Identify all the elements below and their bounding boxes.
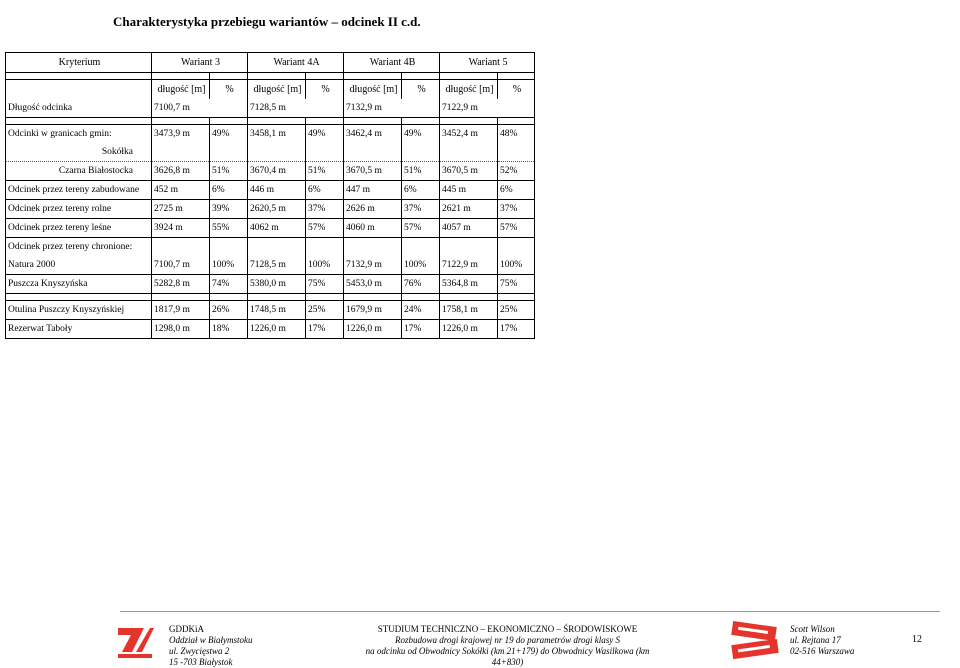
header-wariant-3: Wariant 3 xyxy=(152,53,248,73)
footer-study xyxy=(350,624,665,668)
cell: 7132,9 m xyxy=(344,99,440,118)
cell: 5453,0 m xyxy=(344,275,402,294)
cell: 100% xyxy=(210,256,248,275)
cell: 48% xyxy=(498,125,535,144)
cell: 49% xyxy=(402,125,440,144)
row-label: Odcinek przez tereny leśne xyxy=(6,219,152,238)
cell: 17% xyxy=(498,320,535,339)
cell: 3670,5 m xyxy=(344,162,402,181)
cell: 51% xyxy=(210,162,248,181)
row-label: Odcinki w granicach gmin: xyxy=(6,125,152,144)
header-wariant-4b: Wariant 4B xyxy=(344,53,440,73)
page-title: Charakterystyka przebiegu wariantów – odcinek II c.d. xyxy=(113,14,421,29)
cell: 7128,5 m xyxy=(248,256,306,275)
row-label: Natura 2000 xyxy=(6,256,152,275)
cell: 57% xyxy=(402,219,440,238)
row-label: Puszcza Knyszyńska xyxy=(6,275,152,294)
cell: 3626,8 m xyxy=(152,162,210,181)
study-line1: Rozbudowa drogi krajowej nr 19 do parametrów drogi klasy S xyxy=(394,635,621,645)
cell: 2621 m xyxy=(440,200,498,219)
firm-name: Scott Wilson xyxy=(790,624,835,634)
cell: 39% xyxy=(210,200,248,219)
cell: 3462,4 m xyxy=(344,125,402,144)
cell: 17% xyxy=(306,320,344,339)
subheader-length: długość [m] xyxy=(248,80,306,100)
subheader-length: długość [m] xyxy=(440,80,498,100)
cell: 3458,1 m xyxy=(248,125,306,144)
cell: 4057 m xyxy=(440,219,498,238)
header-wariant-5: Wariant 5 xyxy=(440,53,535,73)
cell: 51% xyxy=(402,162,440,181)
cell: 100% xyxy=(498,256,535,275)
row-label: Odcinek przez tereny chronione: xyxy=(6,238,152,257)
cell: 37% xyxy=(498,200,535,219)
cell: 7122,9 m xyxy=(440,99,535,118)
footer-divider xyxy=(120,611,940,612)
cell: 1298,0 m xyxy=(152,320,210,339)
table-row xyxy=(6,200,535,219)
cell: 1758,1 m xyxy=(440,301,498,320)
table-row xyxy=(6,181,535,200)
cell: 57% xyxy=(306,219,344,238)
cell: 5364,8 m xyxy=(440,275,498,294)
cell: 75% xyxy=(498,275,535,294)
org-line3: 15 -703 Białystok xyxy=(169,657,233,667)
cell: 3473,9 m xyxy=(152,125,210,144)
cell: 37% xyxy=(402,200,440,219)
scott-wilson-logo xyxy=(730,620,780,660)
row-label: Rezerwat Taboły xyxy=(6,320,152,339)
cell: 5380,0 m xyxy=(248,275,306,294)
row-label: Odcinek przez tereny zabudowane xyxy=(6,181,152,200)
cell: 3670,4 m xyxy=(248,162,306,181)
cell: 51% xyxy=(306,162,344,181)
cell: 55% xyxy=(210,219,248,238)
cell: 57% xyxy=(498,219,535,238)
row-label: Czarna Białostocka xyxy=(6,162,152,181)
cell: 2725 m xyxy=(152,200,210,219)
footer-firm xyxy=(790,624,854,657)
cell: 7132,9 m xyxy=(344,256,402,275)
cell: 1226,0 m xyxy=(344,320,402,339)
cell: 6% xyxy=(306,181,344,200)
cell: 3924 m xyxy=(152,219,210,238)
header-kryterium: Kryterium xyxy=(6,53,152,73)
firm-line1: ul. Rejtana 17 xyxy=(790,635,841,645)
cell: 1679,9 m xyxy=(344,301,402,320)
cell: 25% xyxy=(498,301,535,320)
cell: 49% xyxy=(306,125,344,144)
gddkia-logo xyxy=(114,622,156,660)
row-label: Odcinek przez tereny rolne xyxy=(6,200,152,219)
cell: 445 m xyxy=(440,181,498,200)
subheader-pct: % xyxy=(402,80,440,100)
subheader-pct: % xyxy=(210,80,248,100)
table-row xyxy=(6,301,535,320)
cell: 2626 m xyxy=(344,200,402,219)
table-row xyxy=(6,99,535,118)
cell: 26% xyxy=(210,301,248,320)
cell: 4060 m xyxy=(344,219,402,238)
cell: 1748,5 m xyxy=(248,301,306,320)
cell: 6% xyxy=(498,181,535,200)
subheader-pct: % xyxy=(306,80,344,100)
cell: 100% xyxy=(306,256,344,275)
cell: 1817,9 m xyxy=(152,301,210,320)
table-row xyxy=(6,275,535,294)
cell: 7100,7 m xyxy=(152,256,210,275)
cell: 1226,0 m xyxy=(248,320,306,339)
subheader-length: długość [m] xyxy=(152,80,210,100)
cell: 24% xyxy=(402,301,440,320)
table-row xyxy=(6,238,535,257)
cell: 74% xyxy=(210,275,248,294)
cell: 17% xyxy=(402,320,440,339)
table-row xyxy=(6,320,535,339)
org-name: GDDKiA xyxy=(169,624,204,634)
cell: 100% xyxy=(402,256,440,275)
cell: 75% xyxy=(306,275,344,294)
row-label: Długość odcinka xyxy=(6,99,152,118)
table-row xyxy=(6,162,535,181)
subheader-pct: % xyxy=(498,80,535,100)
cell: 25% xyxy=(306,301,344,320)
cell: 52% xyxy=(498,162,535,181)
cell: 76% xyxy=(402,275,440,294)
cell: 446 m xyxy=(248,181,306,200)
cell: 6% xyxy=(402,181,440,200)
cell: 7128,5 m xyxy=(248,99,344,118)
study-line2: na odcinku od Obwodnicy Sokółki (km 21+179) do Obwodnicy Wasilkowa (km 44+830) xyxy=(365,646,650,667)
cell: 2620,5 m xyxy=(248,200,306,219)
cell: 49% xyxy=(210,125,248,144)
subheader-row xyxy=(6,80,535,100)
subheader-length: długość [m] xyxy=(344,80,402,100)
cell: 6% xyxy=(210,181,248,200)
header-row xyxy=(6,53,535,73)
org-line2: ul. Zwycięstwa 2 xyxy=(169,646,230,656)
row-label: Otulina Puszczy Knyszyńskiej xyxy=(6,301,152,320)
header-wariant-4a: Wariant 4A xyxy=(248,53,344,73)
table-row xyxy=(6,125,535,144)
criteria-table xyxy=(5,52,535,339)
cell: 452 m xyxy=(152,181,210,200)
study-title: STUDIUM TECHNICZNO – EKONOMICZNO – ŚRODOWISKOWE xyxy=(377,624,638,634)
firm-line2: 02-516 Warszawa xyxy=(790,646,855,656)
cell: 447 m xyxy=(344,181,402,200)
cell: 18% xyxy=(210,320,248,339)
cell: 37% xyxy=(306,200,344,219)
table-row xyxy=(6,219,535,238)
cell: 7100,7 m xyxy=(152,99,248,118)
row-label: Sokółka xyxy=(6,143,152,162)
org-line1: Oddział w Białymstoku xyxy=(169,635,253,645)
cell: 3670,5 m xyxy=(440,162,498,181)
cell: 3452,4 m xyxy=(440,125,498,144)
cell: 5282,8 m xyxy=(152,275,210,294)
cell: 1226,0 m xyxy=(440,320,498,339)
page-number: 12 xyxy=(912,634,922,645)
footer-org xyxy=(169,624,253,668)
table-row xyxy=(6,256,535,275)
cell: 7122,9 m xyxy=(440,256,498,275)
cell: 4062 m xyxy=(248,219,306,238)
table-row xyxy=(6,143,535,162)
